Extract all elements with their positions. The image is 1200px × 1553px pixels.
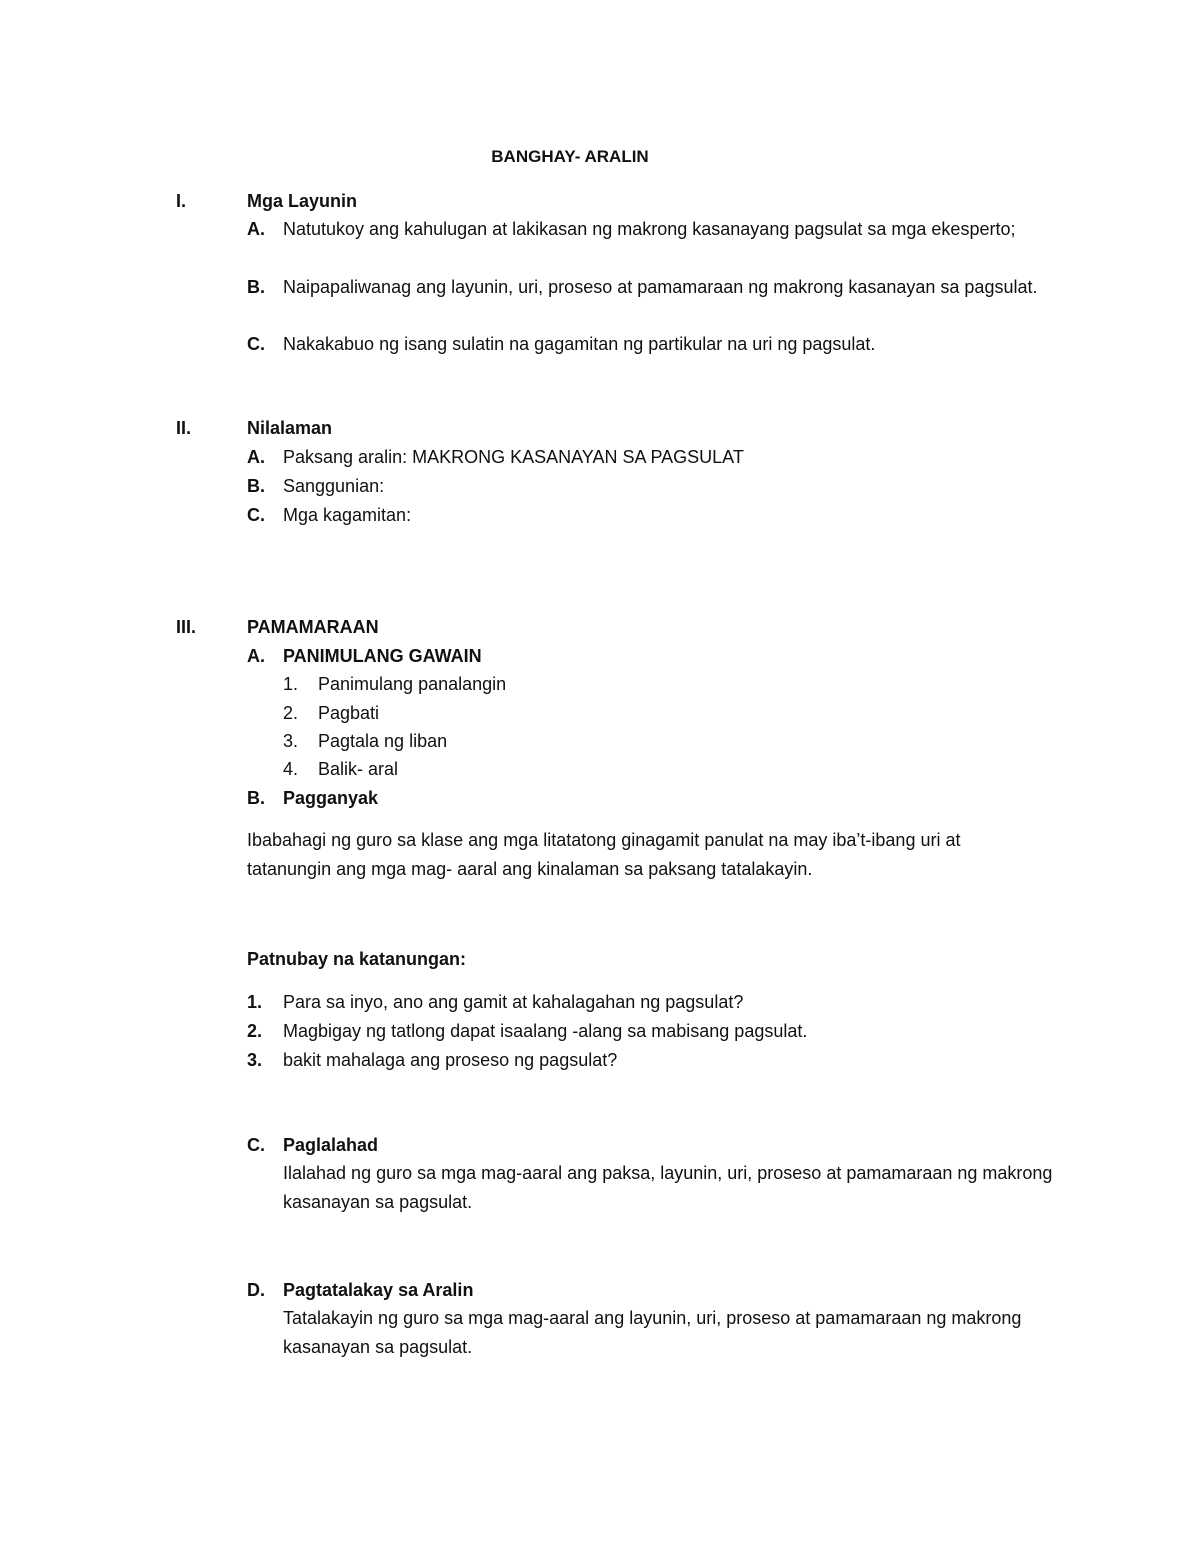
step-2-number: 2. xyxy=(283,703,299,723)
section-3-number: III. xyxy=(176,617,197,637)
section-1-number: I. xyxy=(176,191,187,211)
pagganyak-paragraph: Ibabahagi ng guro sa klase ang mga litatatong ginagamit panulat na may iba’t-ibang uri at tatanungin ang mga mag- aaral ang kinalaman sa paksang tatalakayin. xyxy=(247,830,961,879)
step-3-text: Pagtala ng liban xyxy=(318,731,448,751)
section-2-title: Nilalaman xyxy=(247,418,333,438)
question-1-number: 1. xyxy=(247,992,263,1012)
step-1-number: 1. xyxy=(283,674,299,694)
step-4-number: 4. xyxy=(283,759,299,779)
section-3-part-d-title: Pagtatalakay sa Aralin xyxy=(283,1280,474,1300)
section-2-item-c-letter: C. xyxy=(247,505,265,525)
question-3-text: bakit mahalaga ang proseso ng pagsulat? xyxy=(283,1050,618,1070)
section-2-item-b-letter: B. xyxy=(247,476,265,496)
section-2-item-c-text: Mga kagamitan: xyxy=(283,505,412,525)
section-2-item-b-text: Sanggunian: xyxy=(283,476,385,496)
question-3-number: 3. xyxy=(247,1050,263,1070)
paglalahad-text: Ilalahad ng guro sa mga mag-aaral ang paksa, layunin, uri, proseso at pamamaraan ng makrong kasanayan sa pagsulat. xyxy=(283,1163,1053,1212)
section-1-item-b-text: Naipapaliwanag ang layunin, uri, proseso at pamamaraan ng makrong kasanayan sa pagsulat. xyxy=(283,277,1038,297)
section-2-item-a-letter: A. xyxy=(247,447,265,467)
question-2-text: Magbigay ng tatlong dapat isaalang -alang sa mabisang pagsulat. xyxy=(283,1021,808,1041)
section-1-item-a-text: Natutukoy ang kahulugan at lakikasan ng makrong kasanayang pagsulat sa mga ekesperto; xyxy=(283,219,1016,239)
section-3-part-b-letter: B. xyxy=(247,788,265,808)
question-2-number: 2. xyxy=(247,1021,263,1041)
section-3-title: PAMAMARAAN xyxy=(247,617,379,637)
section-3-part-b-title: Pagganyak xyxy=(283,788,379,808)
section-1-item-c-letter: C. xyxy=(247,334,265,354)
section-3-part-c-letter: C. xyxy=(247,1135,265,1155)
section-2-item-a-text: Paksang aralin: MAKRONG KASANAYAN SA PAGSULAT xyxy=(283,447,744,467)
section-1-item-c-text: Nakakabuo ng isang sulatin na gagamitan ng partikular na uri ng pagsulat. xyxy=(283,334,876,354)
question-1-text: Para sa inyo, ano ang gamit at kahalagahan ng pagsulat? xyxy=(283,992,744,1012)
section-3-part-d-letter: D. xyxy=(247,1280,265,1300)
section-3-part-a-title: PANIMULANG GAWAIN xyxy=(283,646,482,666)
section-1-title: Mga Layunin xyxy=(247,191,358,211)
pagtatalakay-text: Tatalakayin ng guro sa mga mag-aaral ang layunin, uri, proseso at pamamaraan ng makrong kasanayan sa pagsulat. xyxy=(283,1308,1022,1357)
step-2-text: Pagbati xyxy=(318,703,380,723)
section-3-part-a-letter: A. xyxy=(247,646,265,666)
section-1-item-b-letter: B. xyxy=(247,277,265,297)
step-4-text: Balik- aral xyxy=(318,759,399,779)
section-2-number: II. xyxy=(176,418,192,438)
step-1-text: Panimulang panalangin xyxy=(318,674,507,694)
section-1-item-a-letter: A. xyxy=(247,219,265,239)
guide-questions-title: Patnubay na katanungan: xyxy=(247,949,467,969)
section-3-part-c-title: Paglalahad xyxy=(283,1135,379,1155)
step-3-number: 3. xyxy=(283,731,299,751)
document-title: BANGHAY- ARALIN xyxy=(491,147,649,166)
